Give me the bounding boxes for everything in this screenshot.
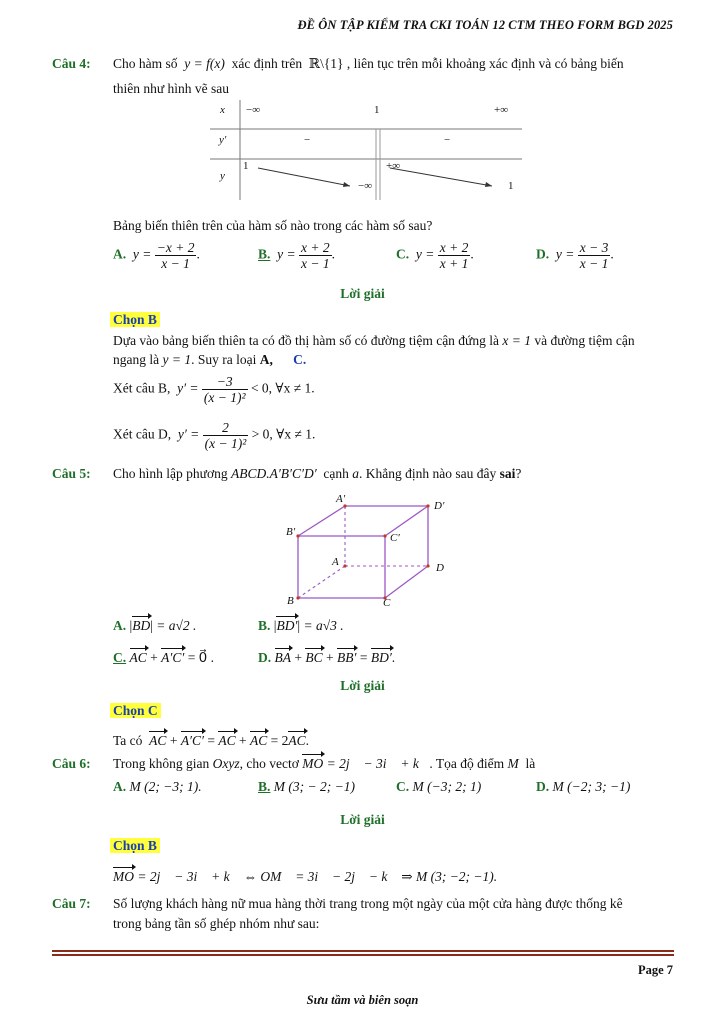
q6-loigiai: Lời giải [340, 812, 385, 827]
q5-option-c[interactable]: C. AC + A′C′ = 0⃗ . [113, 650, 215, 665]
table-x-right: +∞ [494, 104, 509, 116]
q4-option-a[interactable]: A. y = $\frac{-x + 2}{x - 1}$ . [113, 240, 200, 271]
q4-option-b[interactable]: B. y = $\frac{x + 2}{x - 1}$ . [258, 240, 335, 271]
page-number: Page 7 [637, 963, 673, 977]
table-y-top-left: 1 [243, 160, 249, 172]
vertex-c1: C′ [390, 532, 400, 544]
question-7-label: Câu 7: [52, 896, 91, 911]
page-header: ĐỀ ÔN TẬP KIỂM TRA CKI TOÁN 12 CTM THEO FORM BGD 2025 [297, 18, 673, 32]
q7-text-line2: trong bảng tần số ghép nhóm như sau: [113, 916, 320, 931]
q6-option-c[interactable]: C. M (−3; 2; 1) [396, 779, 482, 794]
q5-option-b[interactable]: B. |BD′| = a√3 . [258, 618, 344, 633]
q4-solution-line1: Dựa vào bảng biến thiên ta có đồ thị hàm số có đường tiệm cận đứng là x = 1 và đường tiệm cận [113, 333, 635, 348]
cube-figure [280, 492, 460, 616]
q6-option-b[interactable]: B. M (3; − 2; −1) [258, 779, 355, 794]
table-yp-left: − [304, 134, 311, 146]
question-4-label: Câu 4: [52, 56, 91, 71]
q5-loigiai: Lời giải [340, 678, 385, 693]
q5-answer-badge: Chọn C [110, 703, 161, 719]
question-5-label: Câu 5: [52, 466, 91, 481]
q7-text-line1: Số lượng khách hàng nữ mua hàng thời trang trong một ngày của một cửa hàng được thống kê [113, 896, 623, 911]
table-y-bottom-right: 1 [508, 180, 514, 192]
q5-solution: Ta có AC + A′C′ = AC + AC = 2AC. [113, 733, 310, 748]
vertex-d: D [436, 562, 444, 574]
vertex-b1: B′ [286, 526, 296, 538]
footer-divider [52, 950, 674, 958]
table-y-bottom-mid: −∞ [358, 180, 373, 192]
vertex-a1: A′ [336, 493, 346, 505]
q6-answer-badge: Chọn B [110, 838, 160, 854]
table-y-top-mid: +∞ [386, 160, 401, 172]
q4-text-line1: Cho hàm số y = f(x) xác định trên ℝ\{1} , liên tục trên mỗi khoảng xác định và có bảng biến [113, 56, 624, 71]
vertex-b: B [287, 595, 294, 607]
vertex-c: C [383, 597, 391, 609]
q5-option-a[interactable]: A. |BD| = a√2 . [113, 618, 197, 633]
q6-text: Trong không gian Oxyz, cho vectơ MO = 2j⃗ − 3i⃗ + k⃗. Tọa độ điểm M là [113, 756, 536, 771]
q4-question: Bảng biến thiên trên của hàm số nào trong các hàm số sau? [113, 218, 433, 233]
table-x-label: x [220, 104, 225, 116]
table-x-mid: 1 [374, 104, 380, 116]
q4-option-c[interactable]: C. y = $\frac{x + 2}{x + 1}$ . [396, 240, 474, 271]
q4-check-b: Xét câu B, y′ = $\frac{-3}{\text{(x − 1)²}}$ < 0, ∀x ≠ 1. [113, 374, 315, 405]
q4-option-d[interactable]: D. y = $\frac{x - 3}{x - 1}$ . [536, 240, 614, 271]
table-x-left: −∞ [246, 104, 261, 116]
q5-text: Cho hình lập phương ABCD.A′B′C′D′ cạnh a. Khẳng định nào sau đây sai? [113, 466, 522, 481]
q4-loigiai: Lời giải [340, 286, 385, 301]
q4-text-line2: thiên như hình vẽ sau [113, 81, 230, 96]
q4-answer-badge: Chọn B [110, 312, 160, 328]
footer-signature: Sưu tầm và biên soạn [306, 993, 419, 1007]
question-6-label: Câu 6: [52, 756, 91, 771]
q5-option-d[interactable]: D. BA + BC + BB′ = BD′. [258, 650, 396, 665]
vertex-a: A [332, 556, 339, 568]
table-y-label: y [220, 170, 225, 182]
table-yp-label: y′ [219, 134, 227, 146]
q6-option-d[interactable]: D. M (−2; 3; −1) [536, 779, 631, 794]
q4-solution-line2: ngang là y = 1. Suy ra loại A, C. [113, 352, 307, 367]
q6-option-a[interactable]: A. M (2; −3; 1). [113, 779, 202, 794]
vertex-d1: D′ [434, 500, 445, 512]
table-yp-right: − [444, 134, 451, 146]
q6-solution: MO = 2j⃗ − 3i⃗ + k⃗ ⇔ OM⃗ = 3i⃗ − 2j⃗ − k⃗ ⇒ M (3; −2; −1). [113, 869, 498, 884]
q4-check-d: Xét câu D, y′ = $\frac{2}{\text{(x − 1)²}}$ > 0, ∀x ≠ 1. [113, 420, 316, 451]
